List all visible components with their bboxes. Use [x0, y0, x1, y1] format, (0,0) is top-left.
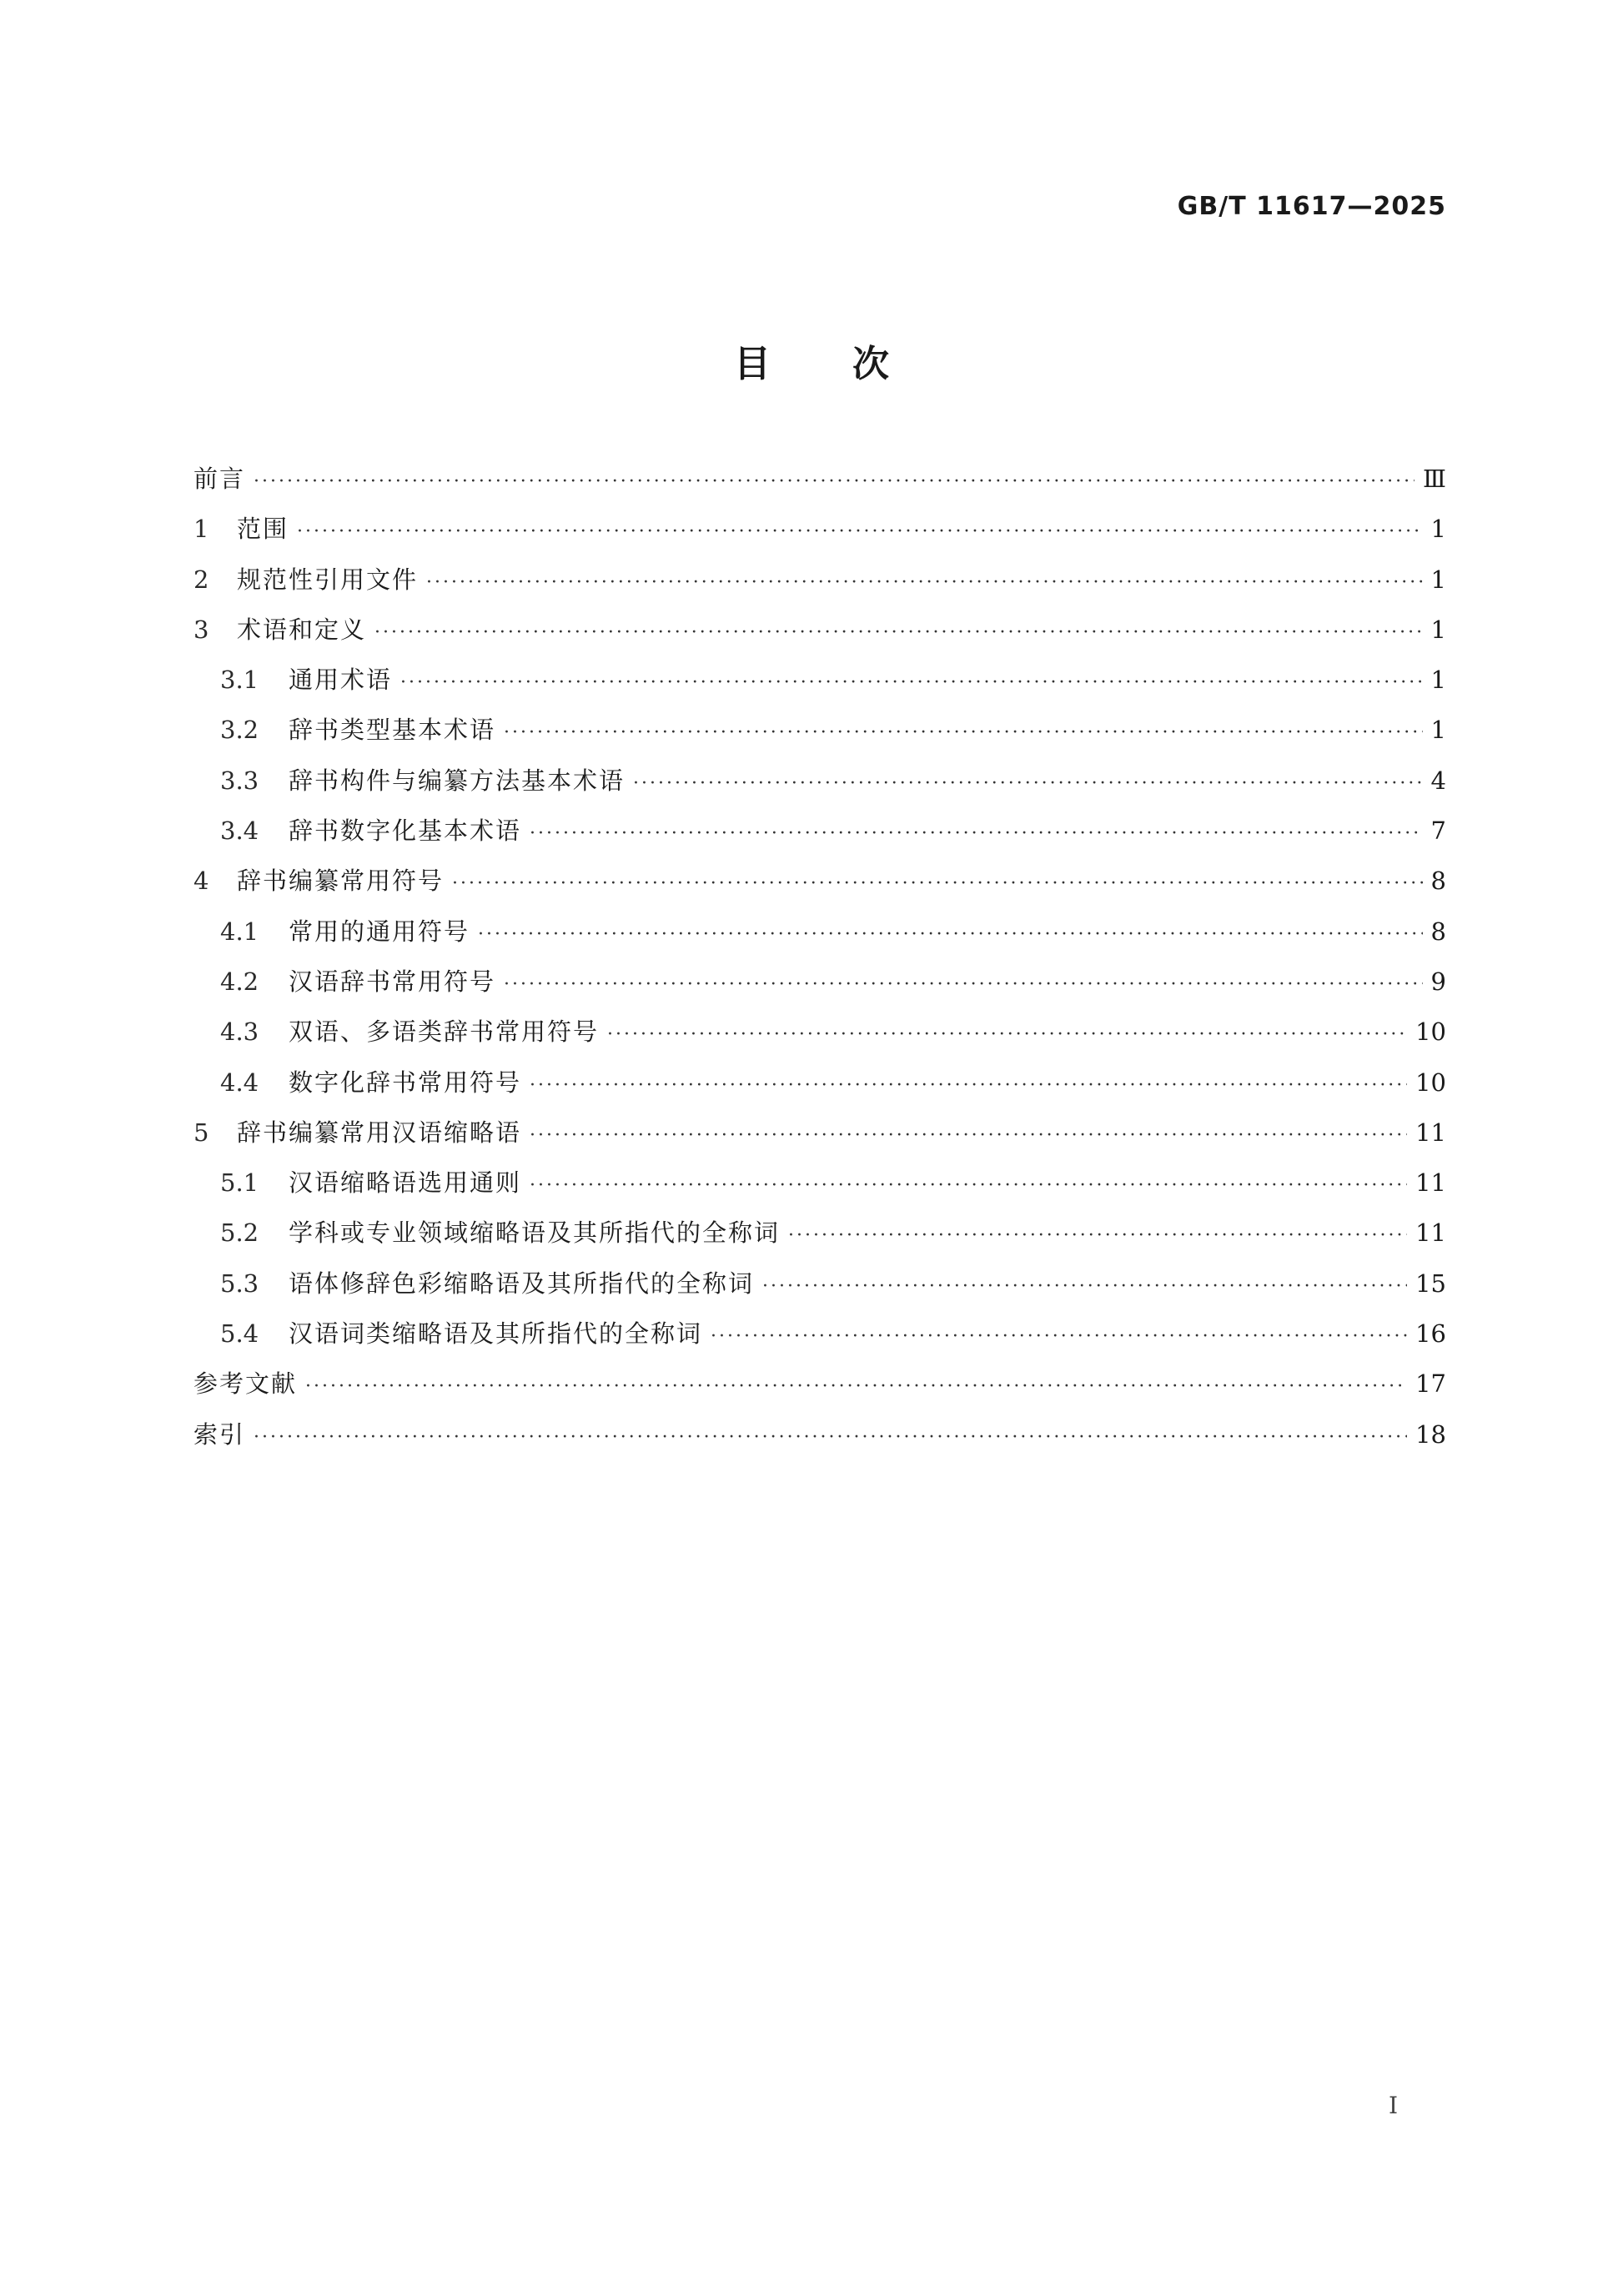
dot-leader [254, 465, 1414, 499]
dot-leader [633, 767, 1423, 801]
toc-entry-page: 10 [1415, 1068, 1446, 1097]
dot-leader [607, 1018, 1407, 1052]
toc-entry-page: 10 [1415, 1017, 1446, 1047]
toc-entry-label: 辞书数字化基本术语 [289, 816, 522, 846]
toc-entry-label: 语体修辞色彩缩略语及其所指代的全称词 [289, 1269, 755, 1298]
toc-entry-number: 5.4 [220, 1319, 259, 1349]
toc-entry-number: 4.1 [220, 917, 259, 946]
toc-entry-5-4[interactable] [193, 1317, 1446, 1367]
toc-entry-number: 3 [193, 615, 209, 644]
toc-entry-page: 11 [1415, 1168, 1446, 1198]
toc-entry-label: 辞书编纂常用汉语缩略语 [237, 1118, 522, 1147]
toc-entry-page: 11 [1415, 1118, 1446, 1147]
dot-leader [374, 616, 1423, 650]
dot-leader [297, 515, 1423, 549]
toc-entry-4-4[interactable] [193, 1066, 1446, 1116]
toc-entry-page: 1 [1430, 716, 1446, 745]
dot-leader [530, 817, 1423, 851]
dot-leader [504, 968, 1423, 1002]
dot-leader [254, 1421, 1407, 1454]
toc-entry-5-1[interactable] [193, 1166, 1446, 1216]
toc-entry-page: 16 [1415, 1319, 1446, 1349]
toc-entry-number: 5 [193, 1118, 209, 1147]
dot-leader [452, 867, 1423, 901]
toc-entry-number: 3.3 [220, 766, 259, 795]
toc-entry-4-1[interactable] [193, 915, 1446, 965]
dot-leader [478, 918, 1423, 952]
toc-entry-5[interactable] [193, 1116, 1446, 1166]
toc-entry-page: 1 [1430, 515, 1446, 544]
standard-code: GB/T 11617—2025 [1177, 192, 1446, 221]
dot-leader [530, 1069, 1407, 1103]
table-of-contents [193, 462, 1446, 1468]
toc-entry-5-3[interactable] [193, 1267, 1446, 1317]
toc-entry-4[interactable] [193, 864, 1446, 914]
toc-entry-page: 8 [1430, 867, 1446, 896]
toc-entry-references[interactable] [193, 1367, 1446, 1417]
toc-entry-1[interactable] [193, 512, 1446, 562]
toc-entry-label: 汉语词类缩略语及其所指代的全称词 [289, 1319, 703, 1349]
toc-entry-number: 5.1 [220, 1168, 259, 1198]
toc-entry-label: 学科或专业领域缩略语及其所指代的全称词 [289, 1218, 781, 1248]
toc-entry-label: 常用的通用符号 [289, 917, 470, 946]
toc-entry-foreword[interactable] [193, 462, 1446, 512]
toc-entry-label: 辞书类型基本术语 [289, 716, 496, 745]
toc-entry-3-4[interactable] [193, 814, 1446, 864]
toc-entry-label: 规范性引用文件 [237, 565, 419, 594]
toc-entry-2[interactable] [193, 563, 1446, 613]
toc-entry-page: 18 [1415, 1419, 1446, 1449]
dot-leader [711, 1320, 1407, 1354]
toc-entry-3-1[interactable] [193, 663, 1446, 713]
toc-entry-page: 15 [1415, 1269, 1446, 1298]
dot-leader [530, 1169, 1407, 1203]
toc-entry-label: 双语、多语类辞书常用符号 [289, 1017, 600, 1047]
toc-entry-4-2[interactable] [193, 965, 1446, 1015]
toc-entry-number: 4.3 [220, 1017, 259, 1047]
toc-entry-number: 2 [193, 565, 209, 594]
dot-leader [305, 1370, 1407, 1404]
toc-entry-number: 4.2 [220, 967, 259, 996]
toc-entry-page: 1 [1430, 615, 1446, 644]
toc-entry-label: 通用术语 [289, 666, 393, 695]
toc-entry-label: 参考文献 [193, 1369, 298, 1399]
dot-leader [530, 1119, 1407, 1153]
page-number: I [1389, 2092, 1399, 2119]
toc-entry-label: 辞书编纂常用符号 [237, 867, 445, 896]
toc-entry-page: 9 [1430, 967, 1446, 996]
toc-entry-4-3[interactable] [193, 1015, 1446, 1065]
toc-entry-number: 5.2 [220, 1218, 259, 1248]
dot-leader [426, 566, 1423, 600]
toc-entry-number: 1 [193, 515, 209, 544]
toc-entry-page: 11 [1415, 1218, 1446, 1248]
toc-entry-page: 7 [1430, 816, 1446, 846]
toc-entry-5-2[interactable] [193, 1216, 1446, 1266]
dot-leader [400, 666, 1423, 700]
toc-entry-label: 索引 [193, 1419, 246, 1449]
toc-entry-page: 1 [1430, 666, 1446, 695]
toc-entry-label: 辞书构件与编纂方法基本术语 [289, 766, 626, 795]
dot-leader [788, 1219, 1407, 1253]
toc-entry-number: 3.4 [220, 816, 259, 846]
toc-entry-number: 4 [193, 867, 209, 896]
toc-entry-label: 汉语缩略语选用通则 [289, 1168, 522, 1198]
toc-entry-label: 汉语辞书常用符号 [289, 967, 496, 996]
page-title: 目次 [734, 343, 971, 385]
dot-leader [762, 1270, 1407, 1304]
toc-entry-page: Ⅲ [1423, 465, 1446, 493]
toc-entry-3-2[interactable] [193, 713, 1446, 763]
toc-entry-label: 术语和定义 [237, 615, 367, 644]
toc-entry-3-3[interactable] [193, 764, 1446, 814]
toc-entry-label: 数字化辞书常用符号 [289, 1068, 522, 1097]
toc-entry-page: 1 [1430, 565, 1446, 594]
toc-entry-page: 8 [1430, 917, 1446, 946]
toc-entry-3[interactable] [193, 613, 1446, 663]
toc-entry-number: 5.3 [220, 1269, 259, 1298]
toc-entry-page: 4 [1430, 766, 1446, 795]
toc-entry-label: 范围 [237, 515, 289, 544]
dot-leader [504, 716, 1423, 750]
toc-entry-number: 4.4 [220, 1068, 259, 1097]
toc-entry-label: 前言 [193, 465, 246, 493]
toc-entry-number: 3.1 [220, 666, 259, 695]
toc-entry-number: 3.2 [220, 716, 259, 745]
toc-entry-index[interactable] [193, 1418, 1446, 1468]
toc-entry-page: 17 [1415, 1369, 1446, 1399]
